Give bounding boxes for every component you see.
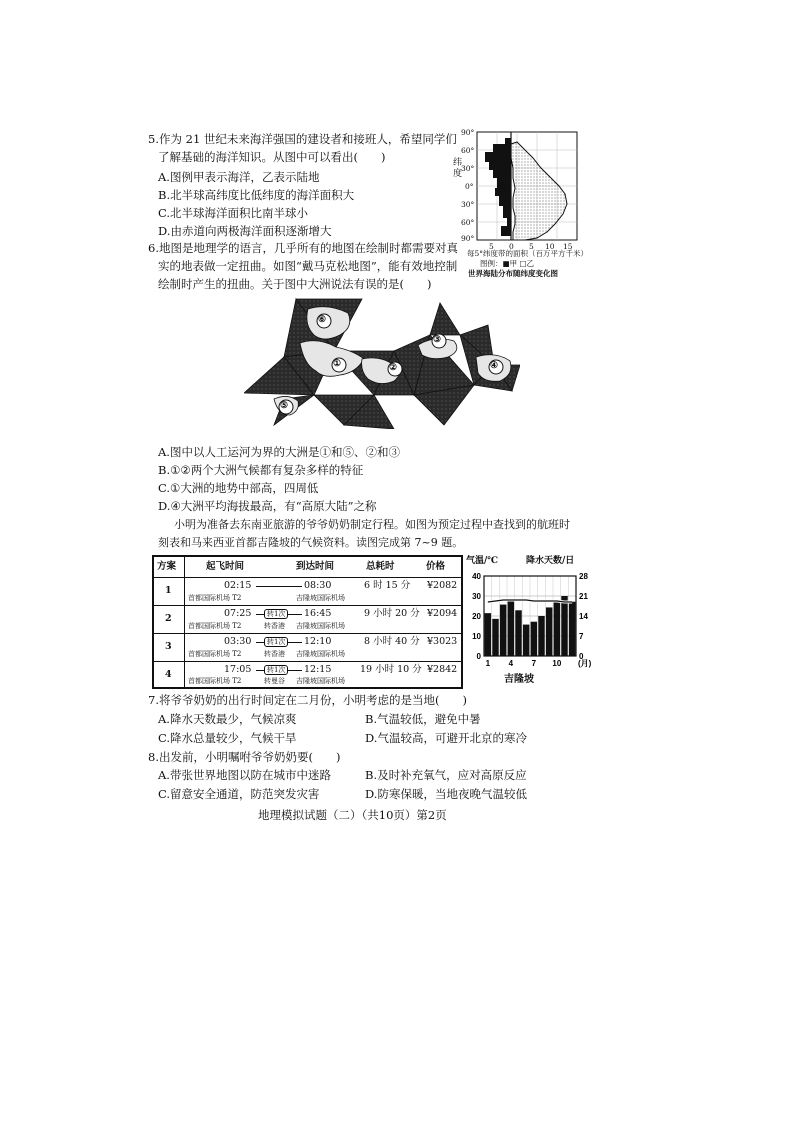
q5-option-d: D.由赤道向两极海洋面积逐渐增大 xyxy=(158,224,332,238)
header-price: 价格 xyxy=(426,561,446,572)
precip-bar-6 xyxy=(523,625,529,656)
q7-option-c: C.降水总量较少，气候干旱 xyxy=(158,731,297,745)
lat-tick-30n: 30° xyxy=(461,164,475,173)
month-tick-label: 7 xyxy=(531,659,537,668)
row3-transfer-badge: 转1次 xyxy=(264,637,288,647)
sea-area-shape xyxy=(511,142,567,240)
dymaxion-map xyxy=(244,295,520,429)
q6-stem-line3: 绘制时产生的扭曲。关于图中大洲说法有误的是( ) xyxy=(158,277,432,291)
lat-tick-90s: 90° xyxy=(461,234,475,243)
flight-row-2 xyxy=(154,605,461,634)
lat-tick-90n: 90° xyxy=(461,128,475,137)
q5-option-c: C.北半球海洋面积比南半球小 xyxy=(158,206,309,220)
lat-chart-caption-line1: 每5°纬度带的面积（百万平方千米） xyxy=(467,249,589,258)
precip-tick-label: 0 xyxy=(579,652,584,661)
precip-tick-label: 21 xyxy=(579,592,588,601)
precip-bar-7 xyxy=(531,622,537,656)
precip-bar-2 xyxy=(492,619,498,656)
row4-via: 转曼谷 xyxy=(264,677,285,685)
header-plan: 方案 xyxy=(157,561,177,572)
area-tick-5: 5 xyxy=(529,242,534,251)
q8-option-c: C.留意安全通道，防范突发灾害 xyxy=(158,787,320,801)
row3-via: 转香港 xyxy=(264,650,285,658)
row3-depart: 03:30 xyxy=(224,636,252,647)
header-depart: 起飞时间 xyxy=(206,561,245,572)
month-unit-label: (月) xyxy=(578,659,592,668)
precip-bar-8 xyxy=(538,616,544,656)
row2-to: 吉隆坡国际机场 xyxy=(296,622,345,630)
row4-arrive: 12:15 xyxy=(304,664,332,675)
month-tick-label: 1 xyxy=(485,659,491,668)
precip-bar-5 xyxy=(515,610,521,656)
climate-chart-title: 吉隆坡 xyxy=(504,674,534,685)
precip-tick-label: 14 xyxy=(579,612,588,621)
lat-tick-0: 0° xyxy=(465,182,474,191)
row3-to: 吉隆坡国际机场 xyxy=(296,650,345,658)
q6-option-c: C.①大洲的地势中部高，四周低 xyxy=(158,481,319,495)
row2-via: 转香港 xyxy=(264,622,285,630)
temp-tick-label: 0 xyxy=(476,652,481,661)
row2-duration: 9 小时 20 分 xyxy=(364,608,420,619)
row4-plan: 4 xyxy=(165,669,172,680)
q8-option-d: D.防寒保暖，当地夜晚气温较低 xyxy=(365,787,527,801)
lat-axis-label: 纬度 xyxy=(453,158,463,179)
temp-tick-label: 40 xyxy=(472,572,481,581)
q8-option-a: A.带张世界地图以防在城市中迷路 xyxy=(158,768,331,782)
temp-tick-label: 30 xyxy=(472,592,481,601)
lat-tick-60s: 60° xyxy=(461,218,475,227)
q5-option-b: B.北半球高纬度比低纬度的海洋面积大 xyxy=(158,188,355,202)
area-tick-15: 15 xyxy=(563,242,573,251)
row2-arrive: 16:45 xyxy=(304,608,332,619)
row2-depart: 07:25 xyxy=(224,608,252,619)
row3-price: ¥3023 xyxy=(427,636,458,647)
row2-transfer-badge: 转1次 xyxy=(264,609,288,619)
map-marker-4: ④ xyxy=(490,361,499,371)
row2-plan: 2 xyxy=(165,613,172,624)
map-marker-5: ⑤ xyxy=(280,401,289,411)
precip-bar-11 xyxy=(561,596,567,656)
land-area-bars xyxy=(485,138,511,236)
flight-schedule-table xyxy=(152,555,463,689)
row3-arrive: 12:10 xyxy=(304,636,332,647)
page-footer: 地理模拟试题（二）（共10页）第2页 xyxy=(258,808,447,822)
q7-option-d: D.气温较高，可避开北京的寒冷 xyxy=(365,731,527,745)
row1-to: 吉隆坡国际机场 xyxy=(296,594,345,602)
precip-bar-12 xyxy=(569,602,575,656)
header-arrive: 到达时间 xyxy=(296,561,335,572)
precip-bar-9 xyxy=(546,607,552,656)
row4-from: 首都国际机场 T2 xyxy=(188,677,242,685)
lat-tick-60n: 60° xyxy=(461,146,475,155)
q8-option-b: B.及时补充氧气，应对高原反应 xyxy=(365,768,527,782)
precip-bar-10 xyxy=(554,602,560,656)
month-tick-label: 4 xyxy=(508,659,514,668)
flight-table-header xyxy=(154,557,461,578)
q8-stem: 8.出发前，小明嘱咐爷爷奶奶要( ) xyxy=(148,750,341,764)
q5-stem-line2: 了解基础的海洋知识。从图中可以看出( ) xyxy=(158,150,386,164)
header-duration: 总耗时 xyxy=(366,561,395,572)
row1-from: 首都国际机场 T2 xyxy=(188,594,242,602)
row4-price: ¥2842 xyxy=(427,664,458,675)
row1-price: ¥2082 xyxy=(427,580,458,591)
precip-tick-label: 7 xyxy=(579,632,584,641)
precip-bar-1 xyxy=(485,613,491,656)
temp-tick-label: 10 xyxy=(472,632,481,641)
q7-option-b: B.气温较低，避免中暑 xyxy=(365,712,481,726)
area-tick-0: 0 xyxy=(509,242,514,251)
map-marker-3: ③ xyxy=(433,335,442,345)
intro-line1: 小明为准备去东南亚旅游的爷爷奶奶制定行程。如图为预定过程中查找到的航班时 xyxy=(174,518,570,531)
q5-stem-line1: 5.作为 21 世纪未来海洋强国的建设者和接班人，希望同学们 xyxy=(148,132,457,146)
climate-left-axis-label: 气温/℃ xyxy=(466,556,499,566)
row3-plan: 3 xyxy=(165,641,172,652)
q7-stem: 7.将爷爷奶奶的出行时间定在二月份，小明考虑的是当地( ) xyxy=(148,693,467,707)
q7-option-a: A.降水天数最少，气候凉爽 xyxy=(158,712,297,726)
q6-stem-line1: 6.地图是地理学的语言，几乎所有的地图在绘制时都需要对真 xyxy=(148,241,458,255)
precip-bar-4 xyxy=(508,599,514,656)
row2-price: ¥2094 xyxy=(427,608,458,619)
climate-chart xyxy=(464,556,604,686)
lat-chart-title: 世界海陆分布随纬度变化图 xyxy=(468,269,558,278)
map-marker-6: ⑥ xyxy=(318,315,327,325)
map-marker-2: ② xyxy=(389,363,398,373)
climate-right-axis-label: 降水天数/日 xyxy=(526,556,575,566)
row1-arrive: 08:30 xyxy=(304,580,332,591)
row3-from: 首都国际机场 T2 xyxy=(188,650,242,658)
temp-tick-label: 20 xyxy=(472,612,481,621)
row1-plan: 1 xyxy=(165,585,172,596)
flight-row-1 xyxy=(154,577,461,606)
q5-option-a: A.图例甲表示海洋，乙表示陆地 xyxy=(158,170,320,184)
row2-from: 首都国际机场 T2 xyxy=(188,622,242,630)
area-tick-5-land: 5 xyxy=(489,242,494,251)
row4-to: 吉隆坡国际机场 xyxy=(296,677,345,685)
precip-bar-3 xyxy=(500,605,506,656)
intro-line2: 刻表和马来西亚首都吉隆坡的气候资料。读图完成第 7~9 题。 xyxy=(158,536,464,549)
row4-duration: 19 小时 10 分 xyxy=(360,664,422,675)
lat-tick-30s: 30° xyxy=(461,200,475,209)
row1-duration: 6 时 15 分 xyxy=(364,580,411,591)
q6-option-a: A.图中以人工运河为界的大洲是①和⑤、②和③ xyxy=(158,445,400,459)
climate-chart-svg xyxy=(464,568,604,680)
map-marker-1: ① xyxy=(333,359,342,369)
flight-row-3 xyxy=(154,633,461,662)
lat-chart-legend: 图例：■甲 □乙 xyxy=(480,259,535,268)
q6-option-d: D.④大洲平均海拔最高，有“高原大陆”之称 xyxy=(158,499,377,513)
row3-duration: 8 小时 40 分 xyxy=(364,636,420,647)
month-tick-label: 10 xyxy=(552,659,562,668)
row4-depart: 17:05 xyxy=(224,664,252,675)
row4-transfer-badge: 转1次 xyxy=(264,665,288,675)
q6-stem-line2: 实的地表做一定扭曲。如图“戴马克松地图”，能有效地控制 xyxy=(158,259,458,273)
flight-row-4 xyxy=(154,661,461,687)
precip-tick-label: 28 xyxy=(579,572,588,581)
area-tick-10: 10 xyxy=(545,242,555,251)
row1-depart: 02:15 xyxy=(224,580,252,591)
q6-option-b: B.①②两个大洲气候都有复杂多样的特征 xyxy=(158,463,364,477)
